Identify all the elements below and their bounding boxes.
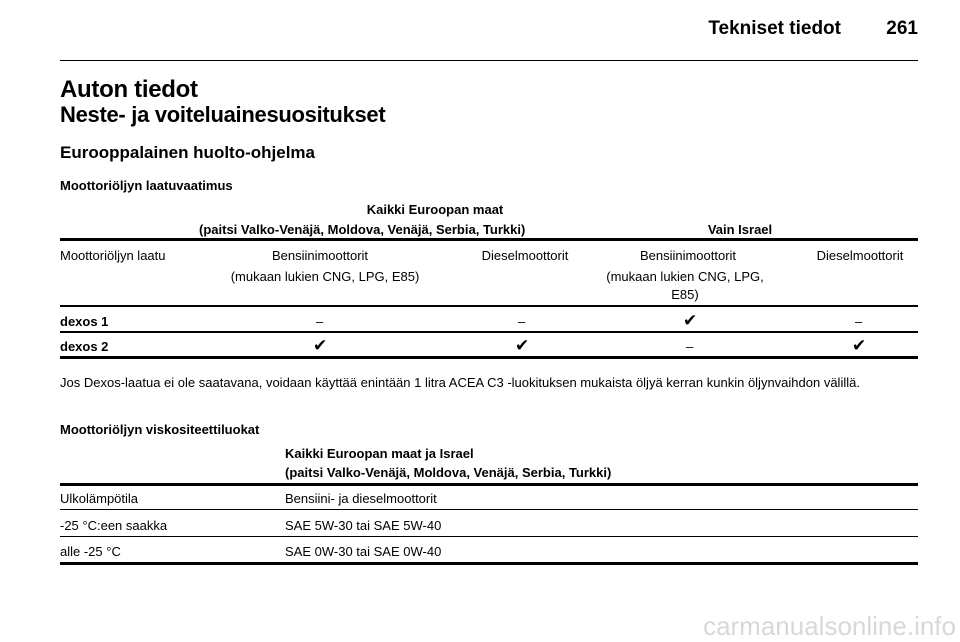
quality-group-europe-sub: (paitsi Valko-Venäjä, Moldova, Venäjä, Serbia, Turkki)	[199, 222, 526, 237]
quality-table-label: Moottoriöljyn laatuvaatimus	[60, 178, 233, 193]
viscosity-row-2-temp: alle -25 °C	[60, 544, 121, 559]
dexos2-diesel-il-check-icon: ✔	[852, 336, 867, 355]
page-number: 261	[886, 18, 918, 39]
quality-group-europe: Kaikki Euroopan maat	[366, 202, 504, 217]
dexos2-petrol-il: –	[686, 339, 694, 354]
viscosity-row-2-oil: SAE 0W-30 tai SAE 0W-40	[285, 544, 442, 559]
viscosity-row-rule-1	[60, 536, 918, 537]
quality-col-petrol-1: Bensiinimoottorit	[271, 248, 369, 263]
quality-row-dexos1: dexos 1	[60, 314, 109, 329]
quality-row-rule-1	[60, 331, 918, 333]
dexos2-diesel-eu-check-icon: ✔	[515, 336, 530, 355]
quality-colhead-rule	[60, 305, 918, 307]
section-title: Tekniset tiedot	[708, 18, 841, 39]
viscosity-row-1-oil: SAE 5W-30 tai SAE 5W-40	[285, 518, 442, 533]
quality-bottom-rule	[60, 356, 918, 359]
section-heading: Neste- ja voiteluainesuositukset	[60, 102, 386, 127]
quality-petrol-note-2a: (mukaan lukien CNG, LPG,	[606, 269, 764, 284]
dexos1-petrol-il-check-icon: ✔	[683, 311, 698, 330]
viscosity-bottom-rule	[60, 562, 918, 565]
dexos-note: Jos Dexos-laatua ei ole saatavana, voidaan käyttää enintään 1 litra ACEA C3 -luokituksen mukaista öljyä kerran kunkin öljynvaihdon välillä.	[60, 375, 860, 390]
dexos1-diesel-il: –	[855, 314, 863, 329]
viscosity-group-sub: (paitsi Valko-Venäjä, Moldova, Venäjä, Serbia, Turkki)	[285, 465, 612, 480]
quality-header-rule	[60, 238, 918, 241]
page-title: Auton tiedot	[60, 76, 198, 103]
quality-row-dexos2: dexos 2	[60, 339, 109, 354]
viscosity-header-rule	[60, 483, 918, 486]
header-divider	[60, 60, 918, 61]
quality-col-label: Moottoriöljyn laatu	[60, 248, 166, 263]
quality-col-diesel-1: Dieselmoottorit	[481, 248, 569, 263]
quality-col-petrol-2: Bensiinimoottorit	[639, 248, 737, 263]
viscosity-table-label: Moottoriöljyn viskositeettiluokat	[60, 422, 260, 437]
viscosity-row-1-temp: -25 °C:een saakka	[60, 518, 168, 533]
dexos2-petrol-eu-check-icon: ✔	[313, 336, 328, 355]
viscosity-group: Kaikki Euroopan maat ja Israel	[285, 446, 474, 461]
subsection-heading: Eurooppalainen huolto-ohjelma	[60, 143, 315, 162]
quality-petrol-note-1: (mukaan lukien CNG, LPG, E85)	[230, 269, 420, 284]
dexos1-diesel-eu: –	[518, 314, 526, 329]
quality-group-israel: Vain Israel	[707, 222, 773, 237]
viscosity-col-oil: Bensiini- ja dieselmoottorit	[285, 491, 437, 506]
viscosity-row-rule-0	[60, 509, 918, 510]
quality-petrol-note-2b: E85)	[671, 287, 699, 302]
watermark: carmanualsonline.info	[703, 611, 956, 641]
viscosity-col-temp: Ulkolämpötila	[60, 491, 139, 506]
quality-col-diesel-2: Dieselmoottorit	[816, 248, 904, 263]
dexos1-petrol-eu: –	[316, 314, 324, 329]
page-header-bar	[60, 14, 918, 54]
